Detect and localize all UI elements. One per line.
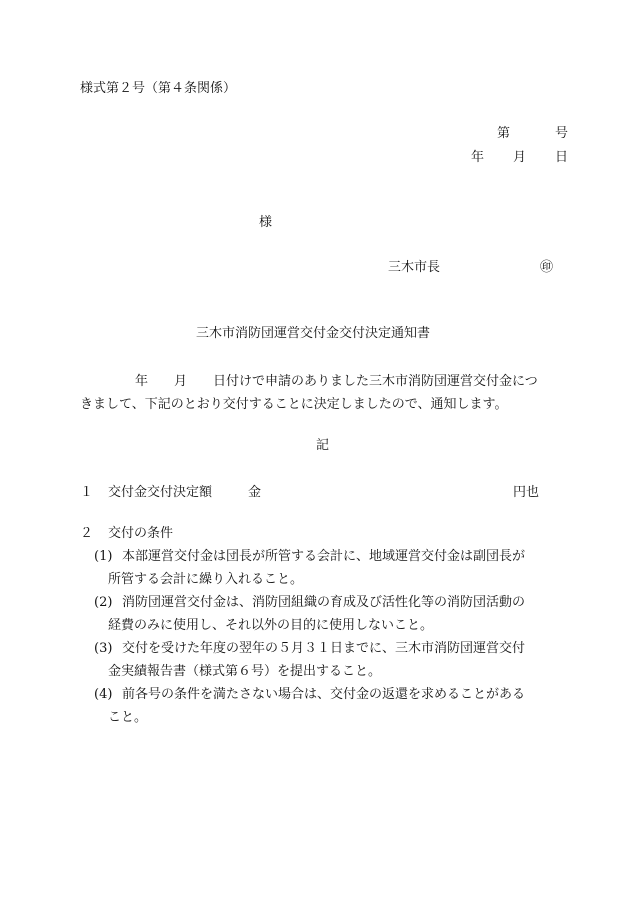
seal-mark: ㊞ <box>540 260 554 275</box>
condition-mark: (3) <box>94 641 113 656</box>
date-month: 月 <box>513 150 527 165</box>
condition-line-2: 金実績報告書（様式第６号）を提出すること。 <box>108 664 382 679</box>
condition-mark: (1) <box>94 549 113 564</box>
section-1-kin: 金 <box>248 485 262 500</box>
body-month: 月 <box>174 374 188 389</box>
ki-heading: 記 <box>316 438 330 453</box>
condition-line-1: 消防団運営交付金は、消防団組織の育成及び活性化等の消防団活動の <box>122 595 526 610</box>
condition-line-2: 経費のみに使用し、それ以外の目的に使用しないこと。 <box>108 618 434 633</box>
condition-line-1: 本部運営交付金は団長が所管する会計に、地域運営交付金は副団長が <box>122 549 526 564</box>
condition-mark: (2) <box>94 595 113 610</box>
section-2-number: ２ <box>80 526 94 541</box>
doc-number-suffix: 号 <box>555 126 569 141</box>
condition-mark: (4) <box>94 687 113 702</box>
body-line-1 <box>135 373 538 391</box>
form-label: 様式第２号（第４条関係） <box>80 81 237 96</box>
section-1-unit: 円也 <box>513 485 540 500</box>
condition-line-2: こと。 <box>108 710 148 725</box>
date-day: 日 <box>555 150 569 165</box>
section-1-label: 交付金交付決定額 <box>108 485 213 500</box>
body-line-1-rest: 日付けで申請のありました三木市消防団運営交付金につ <box>213 374 538 389</box>
date-year: 年 <box>471 150 485 165</box>
condition-line-1: 前各号の条件を満たさない場合は、交付金の返還を求めることがある <box>122 687 526 702</box>
section-2-label: 交付の条件 <box>108 526 174 541</box>
body-year: 年 <box>135 374 149 389</box>
document-title: 三木市消防団運営交付金交付決定通知書 <box>196 326 431 341</box>
condition-line-2: 所管する会計に繰り入れること。 <box>108 572 304 587</box>
issuer-name: 三木市長 <box>388 260 441 275</box>
recipient-suffix: 様 <box>259 215 273 230</box>
condition-line-1: 交付を受けた年度の翌年の５月３１日までに、三木市消防団運営交付 <box>122 641 526 656</box>
doc-number-prefix: 第 <box>497 126 511 141</box>
section-1-number: １ <box>80 485 94 500</box>
body-line-2: きまして、下記のとおり交付することに決定しましたので、通知します。 <box>80 397 508 412</box>
